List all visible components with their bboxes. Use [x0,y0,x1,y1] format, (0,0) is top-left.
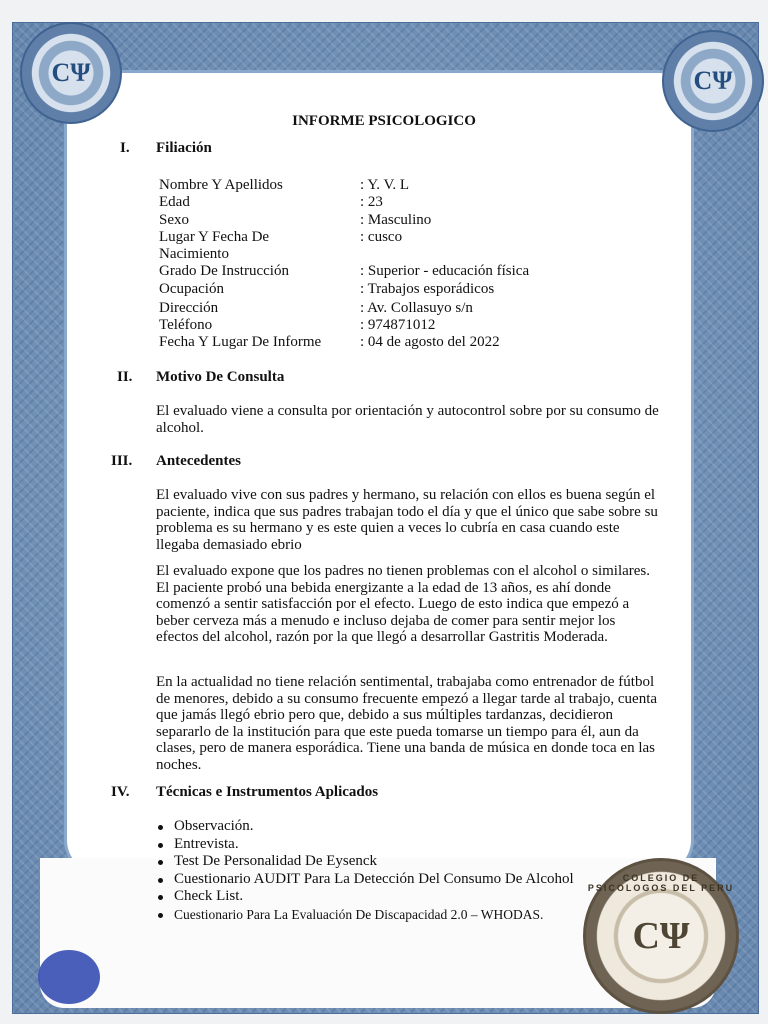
list-item: Observación. [156,818,574,836]
field-label: Fecha Y Lugar De Informe [159,334,322,350]
field-value: : Superior - educación física [360,263,530,279]
motivo-paragraph: El evaluado viene a consulta por orientación y autocontrol sobre por su consumo de alcohol. [156,403,659,436]
college-seal-top-left: CΨ [20,22,122,124]
college-seal-stamp [583,858,739,1014]
field-value: : 23 [360,194,383,210]
field-value: : Masculino [360,212,432,228]
field-value: : cusco [360,229,403,245]
section-number-3: III. [111,453,133,469]
field-label: Nombre Y Apellidos [159,177,283,193]
field-value: : Av. Collasuyo s/n [360,300,473,316]
seal-ring-text: COLEGIO DE PSICOLOGOS DEL PERU [587,873,735,893]
field-label: Lugar Y Fecha De Nacimiento [159,229,270,262]
list-item: Entrevista. [156,836,574,854]
field-label: Grado De Instrucción [159,263,289,279]
section-title-tecnicas: Técnicas e Instrumentos Aplicados [156,784,379,800]
field-label: Edad [159,194,190,210]
antecedentes-paragraph-1: El evaluado vive con sus padres y hermano, su relación con ellos es buena según el paciente, indica que sus padres trabajan todo el día y que el único que sabe sobre su problema es su hermano y es este quien a veces lo cubría en casa cuando este llegaba demasiado ebrio [156,487,658,553]
antecedentes-paragraph-2: El evaluado expone que los padres no tienen problemas con el alcohol o similares. El paciente probó una bebida energizante a la edad de 13 años, es ahí donde comenzó a sentir satisfacción por el efecto. Luego de esto indica que empezó a beber cerveza más a menudo e incluso dejaba de comer para sentir mejor los efectos del alcohol, razón por la que llegó a desarrollar Gastritis Moderada. [156,563,651,646]
section-number-1: I. [120,140,130,156]
field-label: Dirección [159,300,219,316]
antecedentes-paragraph-3: En la actualidad no tiene relación sentimental, trabajaba como entrenador de fútbol de menores, debido a su consumo frecuente empezó a llegar tarde al trabajo, cuenta que jamás llegó ebrio pero que, debido a sus múltiples tardanzas, decidieron separarlo de la institución para que este pueda tomarse un tiempo para él, aun da clases, pero de manera esporádica. Tiene una banda de música en donde toca en las noches. [156,674,658,773]
blue-ink-stamp [38,950,100,1004]
list-item: Cuestionario Para La Evaluación De Discapacidad 2.0 – WHODAS. [156,906,574,924]
field-value: : Trabajos esporádicos [360,281,495,297]
list-item: Cuestionario AUDIT Para La Detección Del Consumo De Alcohol [156,871,574,889]
field-value: : 974871012 [360,317,436,333]
field-value: : 04 de agosto del 2022 [360,334,500,350]
tecnicas-list [156,818,574,924]
field-label: Ocupación [159,281,224,297]
field-value: : Y. V. L [360,177,410,193]
list-item: Test De Personalidad De Eysenck [156,853,574,871]
field-label: Teléfono [159,317,213,333]
section-title-motivo: Motivo De Consulta [156,369,285,385]
field-label: Sexo [159,212,189,228]
section-title-antecedentes: Antecedentes [156,453,241,469]
list-item: Check List. [156,888,574,906]
seal-emblem: CΨ [632,915,690,957]
section-title-filiacion: Filiación [156,140,212,156]
section-number-4: IV. [111,784,130,800]
section-number-2: II. [117,369,133,385]
college-seal-top-right: CΨ [662,30,764,132]
document-title: INFORME PSICOLOGICO [292,113,476,129]
